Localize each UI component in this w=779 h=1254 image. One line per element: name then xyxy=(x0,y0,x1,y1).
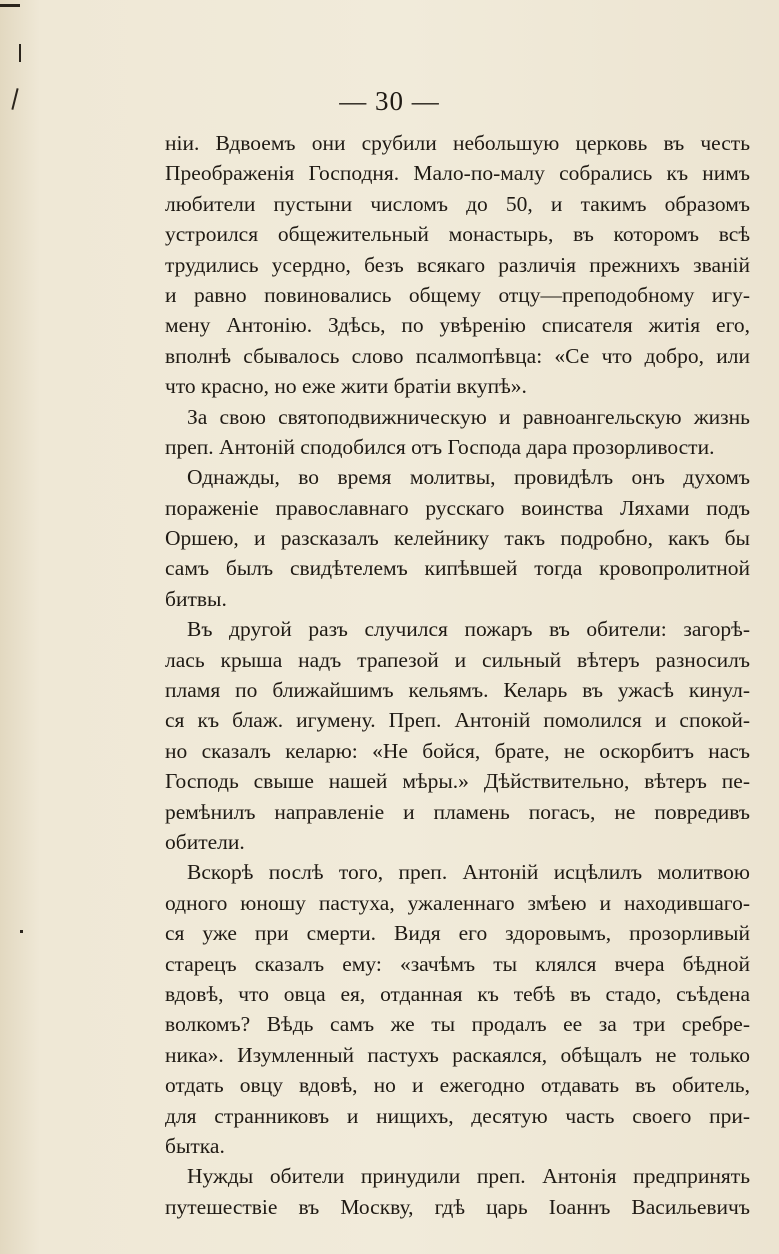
text-line: пламя по ближайшимъ кельямъ. Келарь въ ужасѣ кинул- xyxy=(165,678,750,703)
text-line: Однажды, во время молитвы, провидѣлъ онъ духомъ xyxy=(187,465,750,490)
text-line: ся уже при смерти. Видя его здоровымъ, прозорливый xyxy=(165,921,750,946)
text-line: для странниковъ и нищихъ, десятую часть своего при- xyxy=(165,1103,750,1128)
text-line: путешествіе въ Москву, гдѣ царь Іоаннъ Васильевичъ xyxy=(165,1194,750,1219)
text-line: обители. xyxy=(165,829,245,854)
text-line: пораженіе православнаго русскаго воинства Ляхами подъ xyxy=(165,495,750,520)
text-line: и равно повиновались общему отцу—преподобному игу- xyxy=(165,282,750,307)
text-line: любители пустыни числомъ до 50, и такимъ образомъ xyxy=(165,191,750,216)
text-line: ника». Изумленный пастухъ раскаялся, обѣщалъ не только xyxy=(165,1042,750,1067)
text-line: Въ другой разъ случился пожаръ въ обители: загорѣ- xyxy=(187,617,750,642)
margin-mark xyxy=(19,44,21,62)
text-line: Вскорѣ послѣ того, преп. Антоній исцѣлилъ молитвою xyxy=(187,860,750,885)
margin-mark xyxy=(20,930,23,933)
text-line: Нужды обители принудили преп. Антонія предпринять xyxy=(187,1164,750,1189)
text-line: Оршею, и разсказалъ келейнику такъ подробно, какъ бы xyxy=(165,526,750,551)
text-line: За свою святоподвижническую и равноангельскую жизнь xyxy=(187,404,750,429)
text-line: самъ былъ свидѣтелемъ кипѣвшей тогда кровопролитной xyxy=(165,556,750,581)
text-line: мену Антонію. Здѣсь, по увѣренію списателя житія его, xyxy=(165,313,750,338)
text-line: одного юношу пастуха, ужаленнаго змѣею и находившаго- xyxy=(165,890,750,915)
page-number: — 30 — xyxy=(339,86,440,116)
text-line: но сказалъ келарю: «Не бойся, брате, не оскорбитъ насъ xyxy=(165,738,750,763)
text-line: вдовѣ, что овца ея, отданная къ тебѣ въ стадо, съѣдена xyxy=(165,981,750,1006)
text-line: лась крыша надъ трапезой и сильный вѣтеръ разносилъ xyxy=(165,647,750,672)
text-line: Господь свыше нашей мѣры.» Дѣйствительно, вѣтеръ пе- xyxy=(165,769,750,794)
text-line: Преображенія Господня. Мало-по-малу собрались къ нимъ xyxy=(165,161,750,186)
text-line: ремѣнилъ направленіе и пламень погасъ, не повредивъ xyxy=(165,799,750,824)
text-line: отдать овцу вдовѣ, но и ежегодно отдавать въ обитель, xyxy=(165,1073,750,1098)
text-line: преп. Антоній сподобился отъ Господа дара прозорливости. xyxy=(165,434,715,459)
text-line: старецъ сказалъ ему: «зачѣмъ ты клялся вчера бѣдной xyxy=(165,951,750,976)
text-line: ся къ блаж. игумену. Преп. Антоній помолился и спокой- xyxy=(165,708,750,733)
text-line: трудились усердно, безъ всякаго различія прежнихъ званій xyxy=(165,252,750,277)
text-line: бытка. xyxy=(165,1133,225,1158)
text-line: вполнѣ сбывалось слово псалмопѣвца: «Се что добро, или xyxy=(165,343,750,368)
text-line: волкомъ? Вѣдь самъ же ты продалъ ее за три сребре- xyxy=(165,1012,750,1037)
margin-mark xyxy=(0,4,20,7)
text-line: устроился общежительный монастырь, въ которомъ всѣ xyxy=(165,222,750,247)
text-line: что красно, но еже жити братіи вкупѣ». xyxy=(165,374,527,399)
text-line: ніи. Вдвоемъ они срубили небольшую церковь въ честь xyxy=(165,131,750,155)
body-text xyxy=(165,128,750,1222)
text-line: битвы. xyxy=(165,586,227,611)
